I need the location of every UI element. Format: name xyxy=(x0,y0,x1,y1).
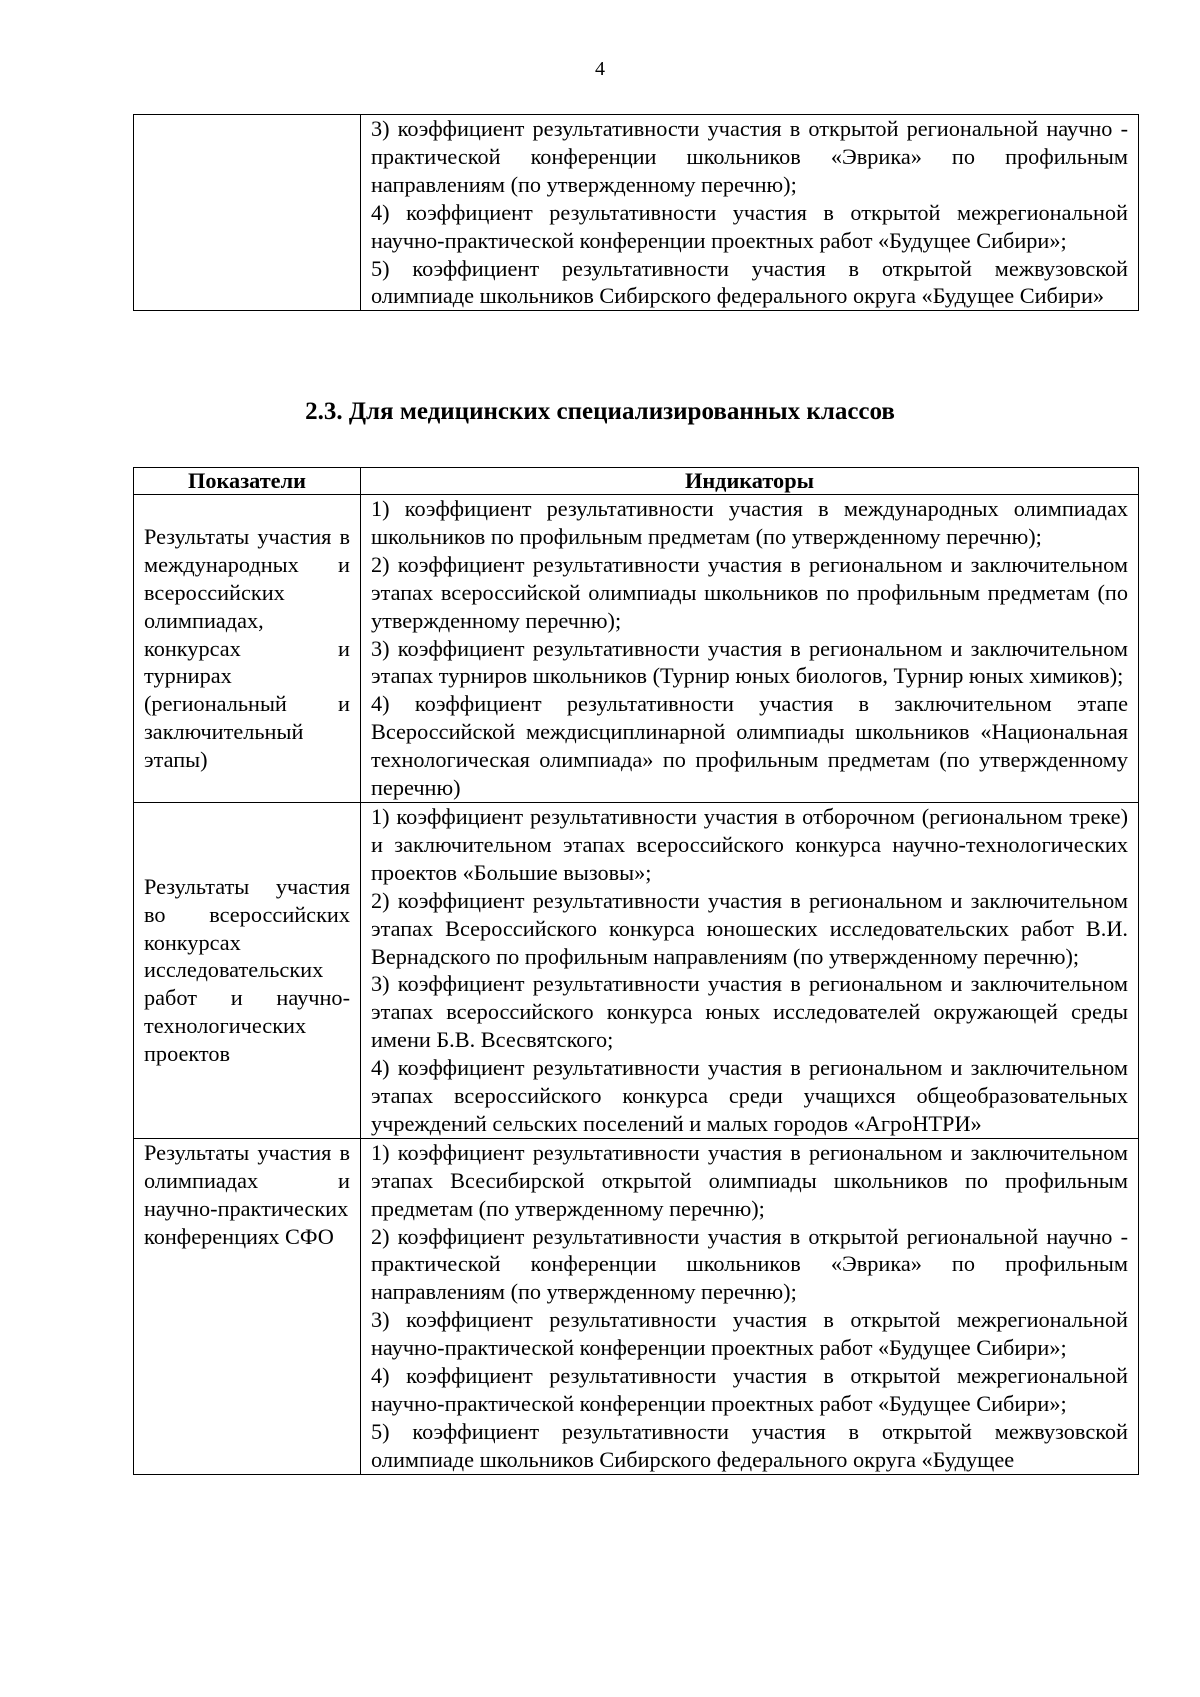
list-item: 2) коэффициент результативности участия в региональном и заключительном этапах всероссийской олимпиады школьников по профильным предметам (по утвержденному перечню); xyxy=(371,551,1128,633)
list-item: 1) коэффициент результативности участия в отборочном (региональном треке) и заключительном этапах всероссийского конкурса научно-технологических проектов «Большие вызовы»; xyxy=(371,803,1128,885)
list-item: 3) коэффициент результативности участия в региональном и заключительном этапах всероссийского конкурса юных исследователей окружающей среды имени Б.В. Всесвятского; xyxy=(371,971,1128,1053)
items-cell xyxy=(361,1138,1139,1474)
items-cell xyxy=(361,802,1139,1138)
indicator-cell: Результаты участия в олимпиадах и научно-практических конференциях СФО xyxy=(134,1138,361,1474)
list-item: 1) коэффициент результативности участия в региональном и заключительном этапах Всесибирской открытой олимпиады школьников по профильным предметам (по утвержденному перечню); xyxy=(371,1139,1128,1221)
items-cell xyxy=(361,115,1139,311)
list-item: 4) коэффициент результативности участия в заключительном этапе Всероссийской междисциплинарной олимпиады школьников «Национальная технологическая олимпиада» по профильным предметам (по утвержденному перечню) xyxy=(371,691,1128,801)
column-header-indicators: Показатели xyxy=(134,468,361,495)
section-title: 2.3. Для медицинских специализированных классов xyxy=(305,398,895,425)
table-row xyxy=(134,1138,1139,1474)
table-header-row xyxy=(134,468,1139,495)
indicators-table xyxy=(133,467,1139,1475)
list-item: 2) коэффициент результативности участия в региональном и заключительном этапах Всероссийского конкурса юношеских исследовательских работ В.И. Вернадского по профильным направлениям (по утвержденному перечню); xyxy=(371,887,1128,969)
list-item: 5) коэффициент результативности участия в открытой межвузовской олимпиаде школьников Сибирского федерального округа «Будущее xyxy=(371,1418,1128,1472)
list-item: 4) коэффициент результативности участия в открытой межрегиональной научно-практической конференции проектных работ «Будущее Сибири»; xyxy=(371,199,1128,253)
continuation-table xyxy=(133,114,1139,311)
list-item: 4) коэффициент результативности участия в открытой межрегиональной научно-практической конференции проектных работ «Будущее Сибири»; xyxy=(371,1363,1128,1416)
list-item: 3) коэффициент результативности участия в открытой межрегиональной научно-практической конференции проектных работ «Будущее Сибири»; xyxy=(371,1307,1128,1361)
items-cell xyxy=(361,495,1139,803)
table-row xyxy=(134,495,1139,803)
column-header-items: Индикаторы xyxy=(361,468,1139,495)
list-item: 1) коэффициент результативности участия в международных олимпиадах школьников по профильным предметам (по утвержденному перечню); xyxy=(371,496,1128,549)
indicator-cell: Результаты участия во всероссийских конкурсах исследовательских работ и научно-технологических проектов xyxy=(134,802,361,1138)
list-item: 3) коэффициент результативности участия в региональном и заключительном этапах турниров школьников (Турнир юных биологов, Турнир юных химиков); xyxy=(371,635,1128,689)
page-number: 4 xyxy=(595,58,605,80)
list-item: 3) коэффициент результативности участия в открытой региональной научно - практической конференции школьников «Эврика» по профильным направлениям (по утвержденному перечню); xyxy=(371,116,1128,197)
indicator-cell xyxy=(134,115,361,311)
list-item: 4) коэффициент результативности участия в региональном и заключительном этапах всероссийского конкурса среди учащихся общеобразовательных учреждений сельских поселений и малых городов «АгроНТРИ» xyxy=(371,1055,1128,1136)
indicator-cell: Результаты участия в международных и всероссийских олимпиадах, конкурсах и турнирах (региональный и заключительный этапы) xyxy=(134,495,361,803)
list-item: 2) коэффициент результативности участия в открытой региональной научно - практической конференции школьников «Эврика» по профильным направлениям (по утвержденному перечню); xyxy=(371,1223,1128,1305)
list-item: 5) коэффициент результативности участия в открытой межвузовской олимпиаде школьников Сибирского федерального округа «Будущее Сибири» xyxy=(371,255,1128,309)
table-row xyxy=(134,802,1139,1138)
table-row xyxy=(134,115,1139,311)
